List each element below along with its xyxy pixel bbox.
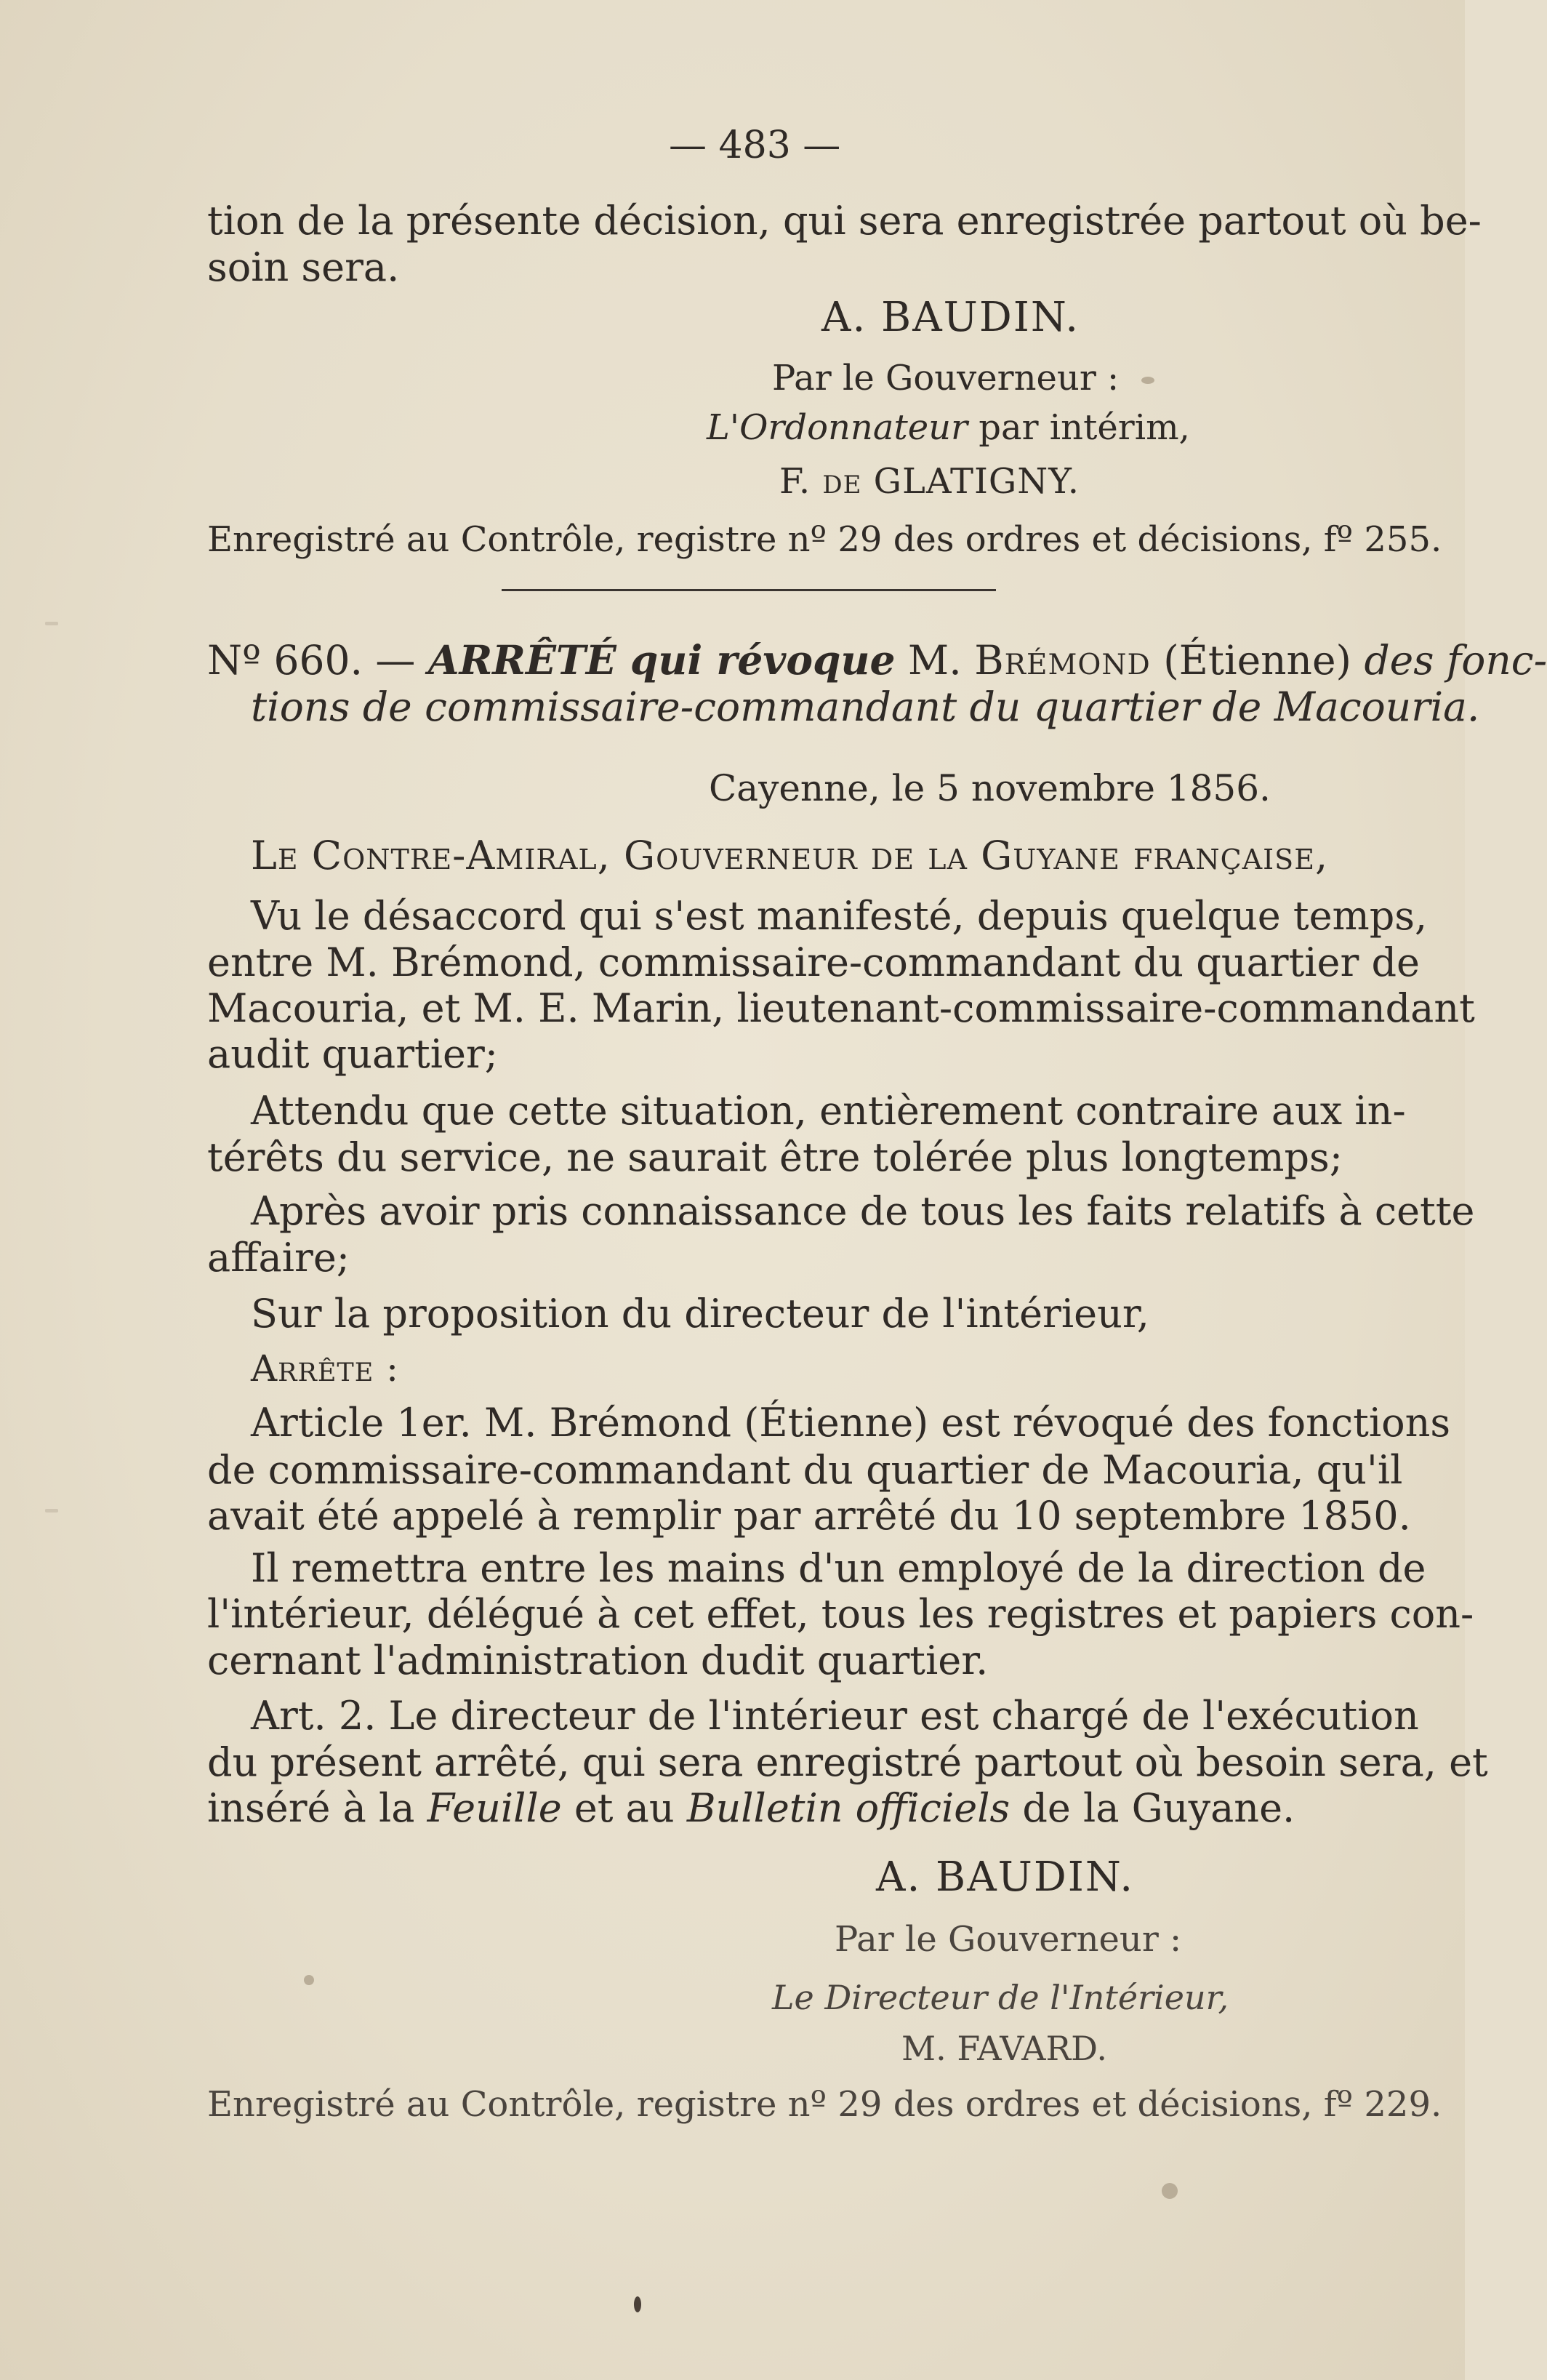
- text-line: audit quartier;: [207, 1031, 498, 1077]
- text-line: tion de la présente décision, qui sera enregistrée partout où be-: [207, 198, 1482, 244]
- signatory-name: F. de GLATIGNY.: [779, 461, 1080, 502]
- registration-note: Enregistré au Contrôle, registre nº 29 des ordres et décisions, fº 229.: [207, 2084, 1442, 2125]
- decree-title-line2: tions de commissaire-commandant du quartier de Macouria.: [251, 684, 1480, 730]
- signatory-title: [707, 404, 1190, 451]
- text-line: cernant l'administration dudit quartier.: [207, 1638, 989, 1683]
- text-line: du présent arrêté, qui sera enregistré partout où besoin sera, et: [207, 1739, 1488, 1785]
- dateline: Cayenne, le 5 novembre 1856.: [709, 767, 1271, 809]
- signatory-role: Par le Gouverneur :: [835, 1919, 1182, 1960]
- text-line: Attendu que cette situation, entièrement contraire aux in-: [251, 1088, 1406, 1134]
- text-fragment: de la Guyane.: [1010, 1785, 1295, 1831]
- signatory-name: M. FAVARD.: [901, 2029, 1108, 2068]
- page-number: — 483 —: [669, 124, 841, 167]
- text-line: soin sera.: [207, 244, 400, 290]
- paper-speck: [634, 2296, 641, 2312]
- text-line: affaire;: [207, 1235, 350, 1281]
- decree-title-italic: des fonc-: [1364, 637, 1547, 684]
- text-line: entre M. Brémond, commissaire-commandant du quartier de: [207, 939, 1421, 985]
- text-line: l'intérieur, délégué à cet effet, tous les registres et papiers con-: [207, 1591, 1474, 1637]
- decree-arrete: ARRÊTÉ qui révoque: [427, 636, 896, 684]
- text-line: Il remettra entre les mains d'un employé de la direction de: [251, 1545, 1426, 1591]
- bulletin-italic: Bulletin officiels: [686, 1785, 1010, 1831]
- signatory-title-rest: par intérim,: [968, 407, 1190, 448]
- text-line: Article 1er. M. Brémond (Étienne) est révoqué des fonctions: [251, 1400, 1451, 1446]
- text-line: Vu le désaccord qui s'est manifesté, depuis quelque temps,: [251, 893, 1428, 939]
- text-line: avait été appelé à remplir par arrêté du 10 septembre 1850.: [207, 1493, 1411, 1539]
- paper-speck: [304, 1975, 314, 1985]
- signature: A. BAUDIN.: [876, 1854, 1135, 1901]
- text-line: de commissaire-commandant du quartier de Macouria, qu'il: [207, 1447, 1403, 1493]
- decree-title: [207, 636, 1547, 684]
- feuille-italic: Feuille: [427, 1785, 562, 1831]
- text-line: Macouria, et M. E. Marin, lieutenant-commissaire-commandant: [207, 985, 1475, 1031]
- signatory-role: Par le Gouverneur :: [772, 358, 1120, 398]
- signature: A. BAUDIN.: [821, 294, 1080, 341]
- text-line: Art. 2. Le directeur de l'intérieur est chargé de l'exécution: [251, 1693, 1419, 1739]
- arrete-label: Arrête :: [251, 1347, 399, 1390]
- paper-speck: [45, 1509, 58, 1512]
- paper-speck: [1162, 2183, 1178, 2199]
- text-line: [207, 1785, 1295, 1832]
- registration-note: Enregistré au Contrôle, registre nº 29 des ordres et décisions, fº 255.: [207, 519, 1442, 560]
- signatory-title-italic: L'Ordonnateur: [707, 407, 968, 448]
- signatory-title: Le Directeur de l'Intérieur,: [772, 1978, 1229, 2017]
- text-line: Après avoir pris connaissance de tous les faits relatifs à cette: [251, 1188, 1475, 1234]
- opening-line: Le Contre-Amiral, Gouverneur de la Guyane française,: [251, 833, 1329, 878]
- text-fragment: inséré à la: [207, 1785, 427, 1831]
- decree-mr: M.: [895, 637, 975, 684]
- decree-person: Brémond: [974, 637, 1151, 684]
- decree-number: Nº 660. —: [207, 637, 428, 684]
- paper-speck: [1141, 377, 1154, 384]
- separator-rule: [502, 589, 996, 591]
- text-fragment: et au: [561, 1785, 687, 1831]
- text-line: Sur la proposition du directeur de l'intérieur,: [251, 1291, 1149, 1337]
- decree-person-first: (Étienne): [1150, 637, 1365, 684]
- text-line: térêts du service, ne saurait être tolérée plus longtemps;: [207, 1134, 1343, 1180]
- paper-speck: [45, 622, 58, 625]
